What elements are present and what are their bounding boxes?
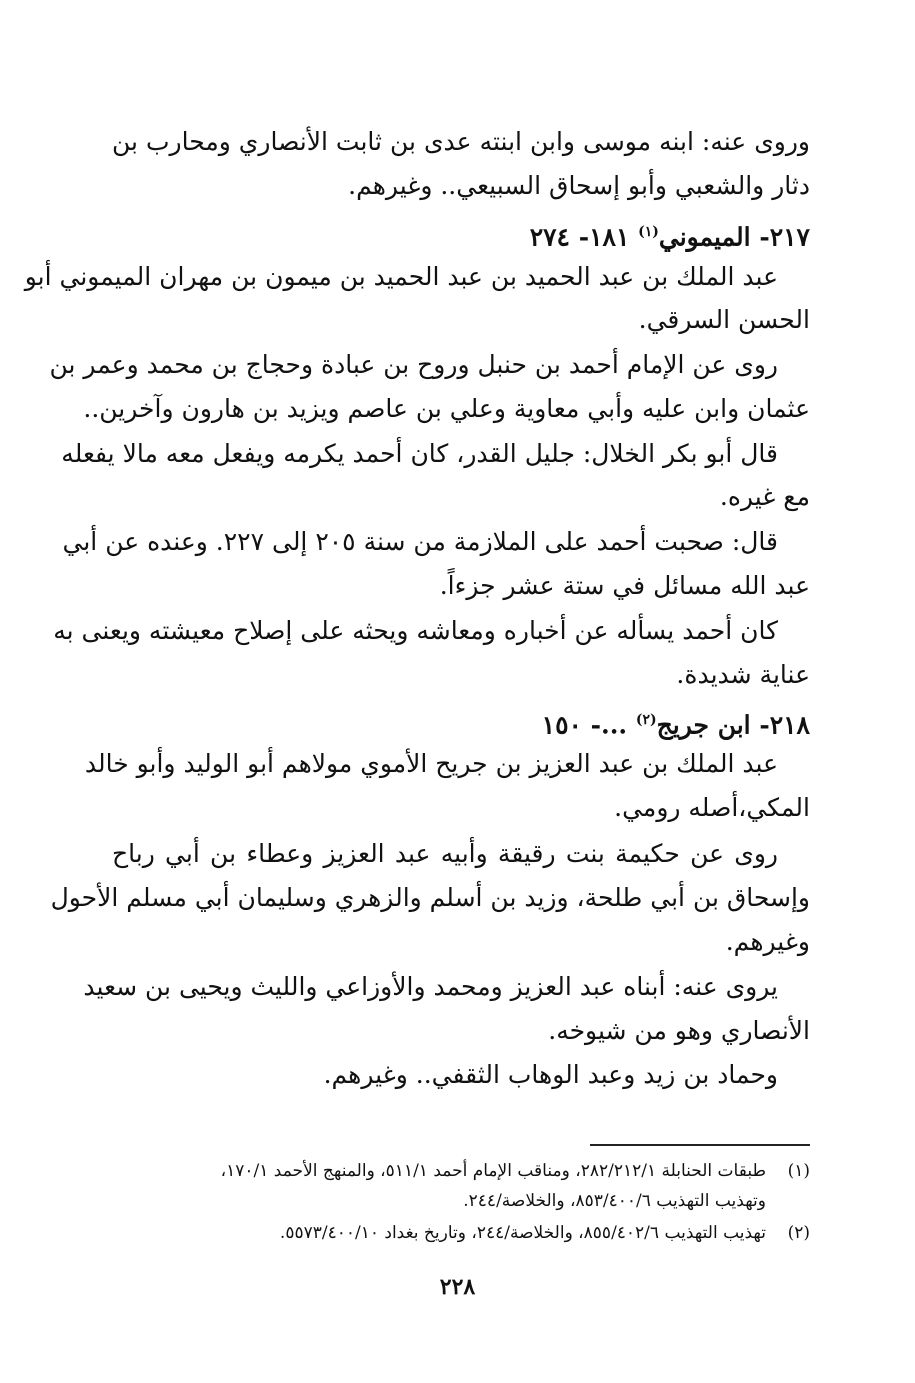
body-line: وإسحاق بن أبي طلحة، وزيد بن أسلم والزهري وسليمان أبي مسلم الأحول	[50, 883, 810, 912]
footnote-1	[105, 1156, 810, 1186]
body-line: الأنصاري وهو من شيوخه.	[548, 1016, 810, 1045]
footnote-separator	[590, 1144, 810, 1146]
body-line: قال أبو بكر الخلال: جليل القدر، كان أحمد يكرمه ويفعل معه مالا يفعله	[61, 439, 778, 468]
body-line: روى عن الإمام أحمد بن حنبل وروح بن عبادة وحجاج بن محمد وعمر بن	[49, 350, 778, 379]
entry-dates: ١٨١- ٢٧٤	[529, 222, 630, 252]
body-line: المكي،أصله رومي.	[614, 793, 810, 822]
entry-heading-218	[112, 698, 810, 742]
body-line: قال: صحبت أحمد على الملازمة من سنة ٢٠٥ إلى ٢٢٧. وعنده عن أبي	[62, 527, 778, 556]
entry-title: ٢١٧- الميموني	[658, 222, 810, 252]
body-line: وحماد بن زيد وعبد الوهاب الثقفي.. وغيرهم.	[323, 1060, 778, 1089]
footnote-ref: (١)	[638, 224, 659, 240]
page-number: ٢٢٨	[439, 1274, 476, 1300]
footnote-1-continued: وتهذيب التهذيب ٨٥٣/٤٠٠/٦، والخلاصة/٢٤٤.	[463, 1191, 766, 1211]
footnote-text: طبقات الحنابلة ٢٨٢/٢١٢/١، ومناقب الإمام أحمد ٥١١/١، والمنهج الأحمد ١٧٠/١،	[220, 1161, 766, 1181]
body-line: مع غيره.	[719, 482, 810, 511]
body-line: دثار والشعبي وأبو إسحاق السبيعي.. وغيرهم.	[348, 171, 810, 200]
body-line: عبد الملك بن عبد العزيز بن جريح الأموي مولاهم أبو الوليد وأبو خالد	[84, 749, 778, 778]
body-line: يروى عنه: أبناه عبد العزيز ومحمد والأوزاعي والليث ويحيى بن سعيد	[83, 972, 778, 1001]
body-line: عناية شديدة.	[676, 660, 810, 689]
footnote-2	[105, 1218, 810, 1248]
body-line: وروى عنه: ابنه موسى وابن ابنته عدى بن ثابت الأنصاري ومحارب بن	[112, 127, 810, 156]
body-line: عثمان وابن عليه وأبي معاوية وعلي بن عاصم ويزيد بن هارون وآخرين..	[83, 394, 810, 423]
footnote-ref: (٢)	[635, 712, 657, 728]
body-line: الحسن السرقي.	[638, 305, 810, 334]
footnote-number: (١)	[787, 1161, 810, 1181]
body-line: عبد الله مسائل في ستة عشر جزءاً.	[439, 571, 810, 600]
body-line: كان أحمد يسأله عن أخباره ومعاشه ويحثه على إصلاح معيشته ويعنى به	[53, 616, 778, 645]
footnote-text: تهذيب التهذيب ٨٥٥/٤٠٢/٦، والخلاصة/٢٤٤، وتاريخ بغداد ٥٥٧٣/٤٠٠/١٠.	[279, 1223, 766, 1243]
entry-heading-217	[112, 210, 810, 254]
footnote-number: (٢)	[787, 1223, 810, 1243]
entry-title: ٢١٨- ابن جريج	[656, 710, 810, 740]
body-line: روى عن حكيمة بنت رقيقة وأبيه عبد العزيز وعطاء بن أبي رباح	[112, 839, 778, 868]
body-line: عبد الملك بن عبد الحميد بن عبد الحميد بن ميمون بن مهران الميموني أبو	[24, 262, 778, 291]
body-line: وغيرهم.	[725, 927, 810, 956]
entry-dates: ...- ١٥٠	[541, 710, 628, 740]
